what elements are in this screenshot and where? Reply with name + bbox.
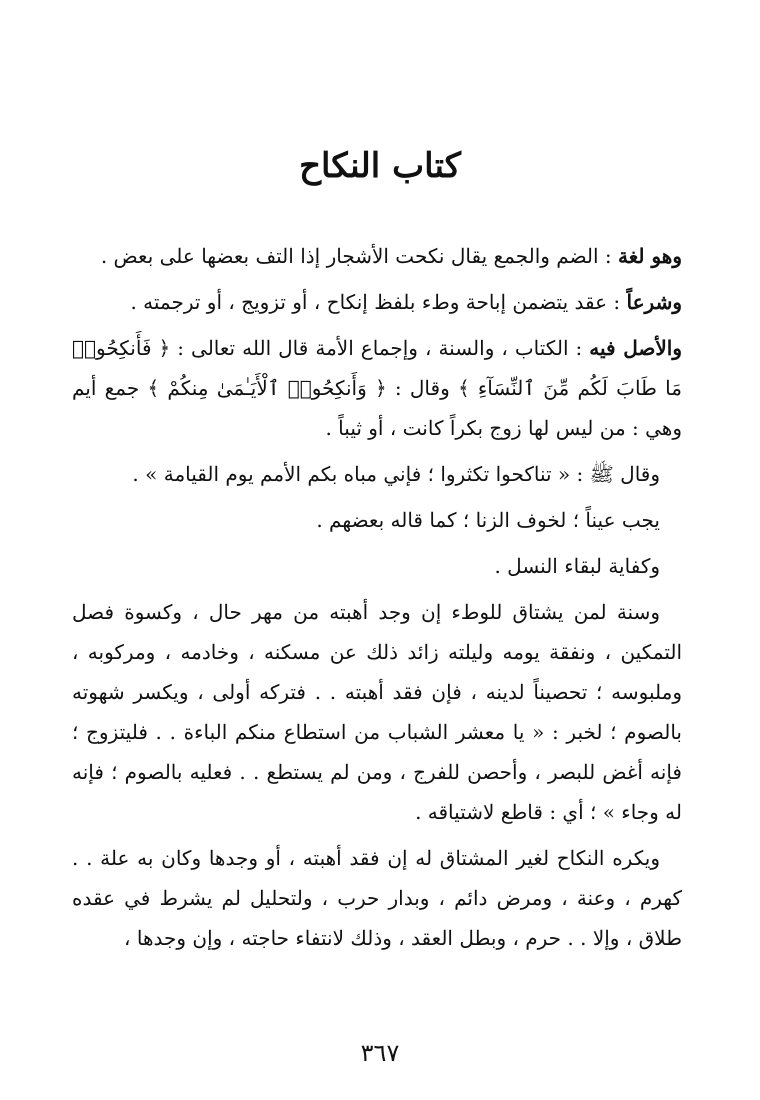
paragraph-text: : الكتاب ، والسنة ، وإجماع الأمة قال الله تعالى : ﴿ فَأَنكِحُوا۟ مَا طَابَ لَكُم مِّنَ ٱلنِّسَآءِ ﴾ وقال : ﴿ وَأَنكِحُوا۟ ٱلْأَيَـٰمَىٰ مِنكُمْ ﴾ جمع أيم وهي : من ليس لها زوج بكراً كانت ، أو ثيباً . <box>72 336 682 440</box>
paragraph-text: : الضم والجمع يقال نكحت الأشجار إذا التف بعضها على بعض . <box>100 244 619 268</box>
paragraph-text: يجب عيناً ؛ لخوف الزنا ؛ كما قاله بعضهم . <box>316 508 660 532</box>
paragraph-disliked <box>72 838 682 958</box>
paragraph-origin <box>72 328 682 448</box>
term-legal: وشرعاً <box>626 290 682 314</box>
paragraph-text: وكفاية لبقاء النسل . <box>494 554 660 578</box>
paragraph-legal <box>72 282 682 322</box>
term-linguistic: وهو لغة <box>618 244 682 268</box>
paragraph-text: : عقد يتضمن إباحة وطء بلفظ إنكاح ، أو تزويج ، أو ترجمته . <box>130 290 627 314</box>
paragraph-linguistic <box>72 236 682 276</box>
paragraph-obligatory <box>72 500 682 540</box>
term-origin: والأصل فيه <box>589 336 682 360</box>
body-text <box>72 236 682 964</box>
paragraph-recommended <box>72 592 682 832</box>
paragraph-text: ويكره النكاح لغير المشتاق له إن فقد أهبته ، أو وجدها وكان به علة . . كهرم ، وعنة ، ومرض دائم ، وبدار حرب ، ولتحليل لم يشرط في عقده طلاق ، وإلا . . حرم ، وبطل العقد ، وذلك لانتفاء حاجته ، وإن وجدها ، <box>72 846 682 950</box>
paragraph-text: وسنة لمن يشتاق للوطء إن وجد أهبته من مهر حال ، وكسوة فصل التمكين ، ونفقة يومه وليلته زائد ذلك عن مسكنه ، وخادمه ، ومركوبه ، وملبوسه ؛ تحصيناً لدينه ، فإن فقد أهبته . . فتركه أولى ، ويكسر شهوته بالصوم ؛ لخبر : « يا معشر الشباب من استطاع منكم الباءة . . فليتزوج ؛ فإنه أغض للبصر ، وأحصن للفرج ، ومن لم يستطع . . فعليه بالصوم ؛ فإنه له وجاء » ؛ أي : قاطع لاشتياقه . <box>72 600 682 824</box>
paragraph-hadith <box>72 454 682 494</box>
paragraph-text: وقال ﷺ : « تناكحوا تكثروا ؛ فإني مباه بكم الأمم يوم القيامة » . <box>132 462 660 486</box>
page-number: ٣٦٧ <box>360 1039 400 1067</box>
paragraph-collective <box>72 546 682 586</box>
chapter-title: كتاب النكاح <box>299 146 461 186</box>
